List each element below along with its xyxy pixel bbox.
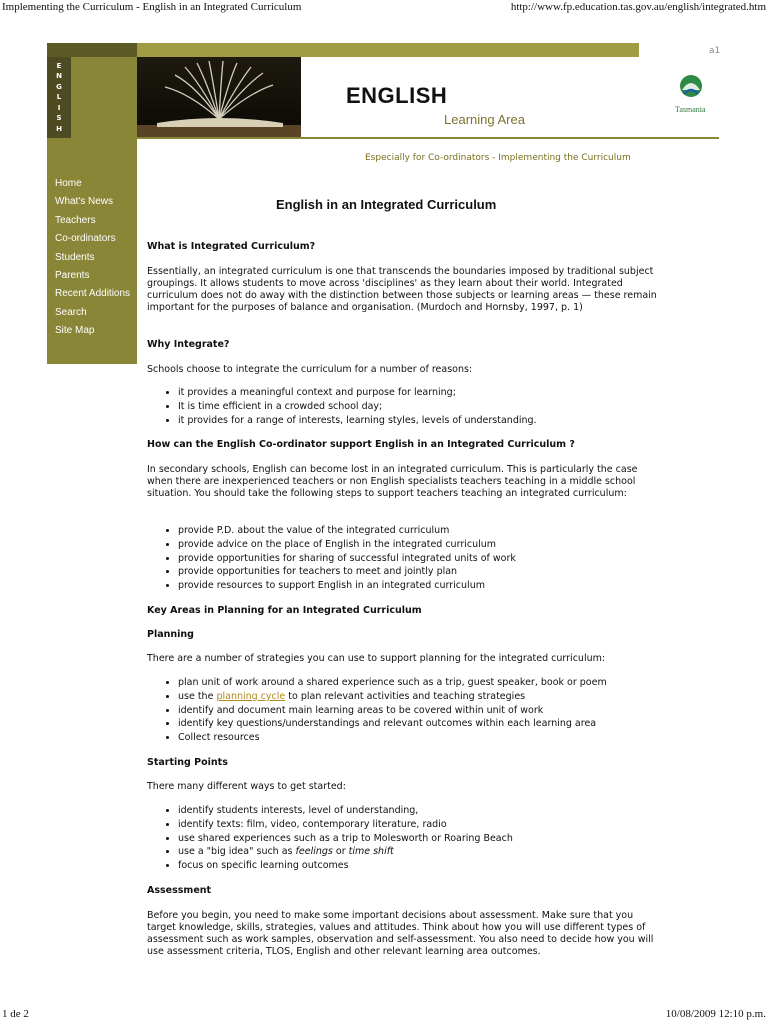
list-how <box>147 524 516 593</box>
list-item: • use a "big idea" such as feelings or time shift <box>178 845 513 859</box>
corner-mark: a1 <box>709 46 721 56</box>
open-book-image <box>137 57 301 138</box>
section-heading-why: Why Integrate? <box>147 339 230 350</box>
section-heading-key-areas: Key Areas in Planning for an Integrated Curriculum <box>147 605 422 616</box>
nav-home[interactable]: Home <box>55 178 82 189</box>
list-item: • plan unit of work around a shared experience such as a trip, guest speaker, book or poem <box>178 676 607 690</box>
section-heading-starting-points: Starting Points <box>147 757 228 768</box>
banner-subtitle: Learning Area <box>444 112 525 127</box>
print-footer-date: 10/08/2009 12:10 p.m. <box>665 1008 766 1020</box>
banner-olive-block <box>71 57 137 138</box>
breadcrumb: Especially for Co-ordinators - Implementing the Curriculum <box>365 153 631 163</box>
print-footer-page: 1 de 2 <box>2 1008 29 1020</box>
list-item: • identify students interests, level of understanding, <box>178 804 513 818</box>
list-item: • provide opportunities for sharing of successful integrated units of work <box>178 552 516 566</box>
banner-rule <box>137 137 719 139</box>
list-why <box>147 386 537 427</box>
list-item: • identify and document main learning areas to be covered within unit of work <box>178 704 607 718</box>
section-heading-assessment: Assessment <box>147 885 212 896</box>
top-bar-dark-segment <box>47 43 137 57</box>
nav-whats-news[interactable]: What's News <box>55 196 114 208</box>
section-body-assessment: Before you begin, you need to make some important decisions about assessment. Make sure that you target knowledge, skills, strategies, values and attitudes. Think about how you will use different types of assessment such as work samples, observation and self-assessment. You also need to decide how you will use assessment criteria, TLOS, English and other relevant learning area outcomes. <box>147 910 654 957</box>
print-header-url: http://www.fp.education.tas.gov.au/english/integrated.htm <box>510 1 766 13</box>
list-item: • identify key questions/understandings and relevant outcomes within each learning area <box>178 717 607 731</box>
section-heading-planning: Planning <box>147 629 194 640</box>
list-item: • use the planning cycle to plan relevant activities and teaching strategies <box>178 690 607 704</box>
section-intro-starting: There many different ways to get started: <box>147 781 346 792</box>
nav-co-ordinators[interactable]: Co-ordinators <box>55 233 116 245</box>
list-planning <box>147 676 607 745</box>
section-intro-planning: There are a number of strategies you can use to support planning for the integrated curriculum: <box>147 653 606 664</box>
nav-site-map[interactable]: Site Map <box>55 325 95 337</box>
list-item: • provide P.D. about the value of the integrated curriculum <box>178 524 516 538</box>
section-intro-why: Schools choose to integrate the curriculum for a number of reasons: <box>147 364 473 375</box>
nav-search[interactable]: Search <box>55 306 87 318</box>
section-body-how: In secondary schools, English can become lost in an integrated curriculum. This is particularly the case when there are inexperienced teachers or non English specialists teachers teaching in a middle school situation. You should take the following steps to support teachers teaching an integrated curriculum: <box>147 464 638 499</box>
nav-students[interactable]: Students <box>55 251 95 263</box>
nav-parents[interactable]: Parents <box>55 269 90 281</box>
list-item: • provide advice on the place of English in the integrated curriculum <box>178 538 516 552</box>
list-item: • provide resources to support English in an integrated curriculum <box>178 579 516 593</box>
print-header-title: Implementing the Curriculum - English in an Integrated Curriculum <box>2 1 302 13</box>
list-item: • it provides for a range of interests, learning styles, levels of understanding. <box>178 414 537 428</box>
sidebar-nav <box>55 177 130 343</box>
list-item: • use shared experiences such as a trip to Molesworth or Roaring Beach <box>178 832 513 846</box>
section-heading-what: What is Integrated Curriculum? <box>147 241 316 252</box>
nav-teachers[interactable]: Teachers <box>55 214 96 226</box>
section-body-what: Essentially, an integrated curriculum is one that transcends the boundaries imposed by traditional subject groupings. It allows students to move across 'disciplines' as they learn about their world. Integrated curriculum does not do away with the distinction between those subjects or learning areas — these remain important for the purposes of balance and organisation. (Murdoch and Hornsby, 1997, p. 1) <box>147 266 657 313</box>
page-title: English in an Integrated Curriculum <box>276 197 497 212</box>
nav-recent-additions[interactable]: Recent Additions <box>55 288 131 300</box>
banner-title: ENGLISH <box>346 83 448 108</box>
vertical-english-label: E N G L I S H <box>47 57 71 138</box>
section-heading-how: How can the English Co-ordinator support English in an Integrated Curriculum ? <box>147 439 575 450</box>
list-item: • identify texts: film, video, contemporary literature, radio <box>178 818 513 832</box>
list-item: • it provides a meaningful context and purpose for learning; <box>178 386 537 400</box>
tasmania-logo-label: Tasmania <box>675 105 706 114</box>
list-item: • focus on specific learning outcomes <box>178 859 513 873</box>
list-item: • It is time efficient in a crowded school day; <box>178 400 537 414</box>
planning-cycle-link[interactable]: planning cycle <box>216 690 286 702</box>
list-item: • provide opportunities for teachers to meet and jointly plan <box>178 565 516 579</box>
list-item: • Collect resources <box>178 731 607 745</box>
list-starting <box>147 804 513 873</box>
